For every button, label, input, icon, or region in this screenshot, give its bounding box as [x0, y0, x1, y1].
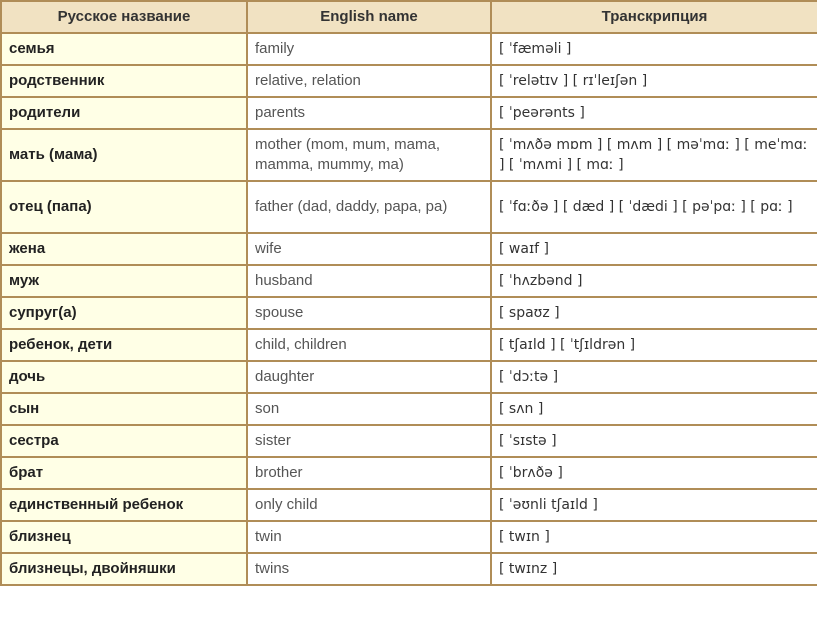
russian-term: близнец	[1, 521, 247, 553]
table-row	[1, 361, 817, 393]
english-term: only child	[247, 489, 491, 521]
russian-term: ребенок, дети	[1, 329, 247, 361]
table-row	[1, 97, 817, 129]
table-row	[1, 393, 817, 425]
english-term: brother	[247, 457, 491, 489]
table-row	[1, 181, 817, 233]
english-term: twins	[247, 553, 491, 585]
transcription: [ tʃaɪld ] [ ˈtʃɪldrən ]	[491, 329, 817, 361]
russian-term: брат	[1, 457, 247, 489]
table-row	[1, 457, 817, 489]
russian-term: супруг(а)	[1, 297, 247, 329]
english-term: relative, relation	[247, 65, 491, 97]
table-row	[1, 129, 817, 181]
russian-term: единственный ребенок	[1, 489, 247, 521]
english-term: twin	[247, 521, 491, 553]
transcription: [ ˈsɪstə ]	[491, 425, 817, 457]
russian-term: жена	[1, 233, 247, 265]
russian-term: муж	[1, 265, 247, 297]
english-term: parents	[247, 97, 491, 129]
russian-term: мать (мама)	[1, 129, 247, 181]
english-term: family	[247, 33, 491, 65]
table-row	[1, 329, 817, 361]
transcription: [ ˈdɔːtə ]	[491, 361, 817, 393]
table-row	[1, 489, 817, 521]
english-term: son	[247, 393, 491, 425]
english-term: sister	[247, 425, 491, 457]
english-term: father (dad, daddy, papa, pa)	[247, 181, 491, 233]
russian-term: отец (папа)	[1, 181, 247, 233]
russian-term: родственник	[1, 65, 247, 97]
table-row	[1, 33, 817, 65]
table-row	[1, 65, 817, 97]
transcription: [ waɪf ]	[491, 233, 817, 265]
transcription: [ ˈfæməli ]	[491, 33, 817, 65]
russian-term: близнецы, двойняшки	[1, 553, 247, 585]
english-term: daughter	[247, 361, 491, 393]
header-english-name: English name	[247, 1, 491, 33]
russian-term: дочь	[1, 361, 247, 393]
english-term: husband	[247, 265, 491, 297]
russian-term: семья	[1, 33, 247, 65]
table-header-row	[1, 1, 817, 33]
russian-term: родители	[1, 97, 247, 129]
table-row	[1, 233, 817, 265]
table-row	[1, 425, 817, 457]
english-term: child, children	[247, 329, 491, 361]
transcription: [ sʌn ]	[491, 393, 817, 425]
russian-term: сын	[1, 393, 247, 425]
transcription: [ twɪnz ]	[491, 553, 817, 585]
transcription: [ ˈfɑːðə ] [ dæd ] [ ˈdædi ] [ pəˈpɑː ] [ pɑː ]	[491, 181, 817, 233]
table-row	[1, 521, 817, 553]
transcription: [ ˈpeərənts ]	[491, 97, 817, 129]
english-term: spouse	[247, 297, 491, 329]
transcription: [ ˈəʊnli tʃaɪld ]	[491, 489, 817, 521]
transcription: [ ˈmʌðə mɒm ] [ mʌm ] [ məˈmɑː ] [ meˈmɑː ] [ ˈmʌmi ] [ mɑː ]	[491, 129, 817, 181]
english-term: wife	[247, 233, 491, 265]
table-row	[1, 553, 817, 585]
transcription: [ ˈhʌzbənd ]	[491, 265, 817, 297]
russian-term: сестра	[1, 425, 247, 457]
table-row	[1, 265, 817, 297]
header-russian-name: Русское название	[1, 1, 247, 33]
transcription: [ spaʊz ]	[491, 297, 817, 329]
english-term: mother (mom, mum, mama, mamma, mummy, ma)	[247, 129, 491, 181]
transcription: [ ˈbrʌðə ]	[491, 457, 817, 489]
header-transcription: Транскрипция	[491, 1, 817, 33]
transcription: [ ˈrelətɪv ] [ rɪˈleɪʃən ]	[491, 65, 817, 97]
table-row	[1, 297, 817, 329]
transcription: [ twɪn ]	[491, 521, 817, 553]
